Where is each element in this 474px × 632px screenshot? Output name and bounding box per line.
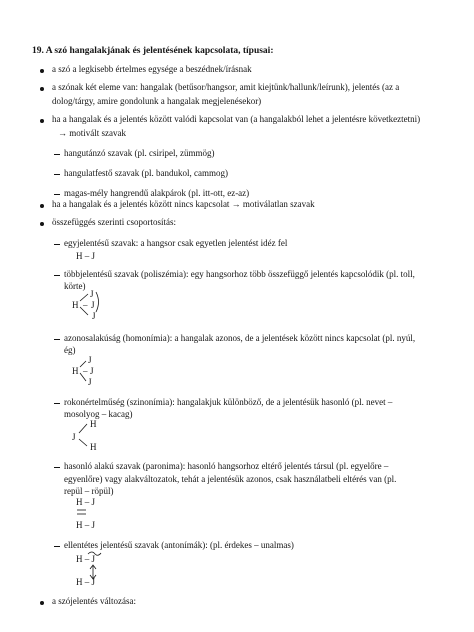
diagram-link [79,439,87,446]
sub-dash [54,194,60,195]
group-homonymy-line2: ég) [64,345,76,355]
diagram-j-middle: J [90,366,94,376]
bullet-grouping: összefüggés szerinti csoportosítás: [52,217,176,227]
bullet-word-definition: a szó a legkisebb értelmes egysége a beszédnek/írásnak [52,64,252,74]
synonymy-diagram [70,418,110,452]
sub-dash [54,275,60,276]
polysemy-diagram [70,288,110,322]
sub-dash [54,467,60,468]
group-polysemy-line1: többjelentésű szavak (poliszémia): egy hangsorhoz több összefüggő jelentés kapcsolódik (pl. toll, [64,269,415,279]
paronym-diagram-bottom: H – J [76,520,96,530]
sub-dash [54,339,60,340]
diagram-j-middle: J [91,300,95,310]
sub-dash [54,174,60,175]
sub-item-mood-painting: hangulatfestő szavak (pl. bandukol, cammog) [64,168,228,178]
group-paronym-line1: hasonló alakú szavak (paronima): hasonló hangsorhoz eltérő jelentés társul (pl. egyelőre – [64,461,389,471]
homonymy-diagram [70,354,110,388]
diagram-j-bottom: J [88,377,92,387]
antonym-diagram-top: H – J [76,554,96,564]
sub-item-onomatopoeia: hangutánzó szavak (pl. csiripel, zümmög) [64,148,215,158]
group-monosemy-label: egyjelentésű szavak: a hangsor csak egyetlen jelentést idéz fel [64,238,288,248]
group-homonymy-line1: azonosalakúság (homonímia): a hangalak azonos, de a jelentések között nincs kapcsolat (pl. nyúl, [64,333,416,343]
bullet-dot [40,222,44,226]
monosemy-diagram: H – J [76,251,96,261]
bullet-dot [40,87,44,91]
bullet-motivated-line1: ha a hangalak és a jelentés között valódi kapcsolat van (a hangalakból lehet a jelentésre következtetni) [52,114,421,124]
group-antonym-label: ellentétes jelentésű szavak (antonímák): (pl. érdekes – unalmas) [64,540,294,550]
antonym-diagram-bottom: H – J [76,577,96,587]
bullet-unmotivated: ha a hangalak és a jelentés között nincs kapcsolat → motiválatlan szavak [52,199,315,209]
diagram-j-bottom: J [92,311,96,321]
bullet-dot [40,601,44,605]
diagram-dash: – [83,366,88,376]
diagram-j-top: J [90,289,94,299]
diagram-j-top: J [88,355,92,365]
group-paronym-line2: egyenlőre) vagy alakváltozatok, tehát a jelentésük azonos, csak használatbeli eltérés van (pl. [64,474,397,484]
group-paronym-line3: repül – röpül) [64,486,114,496]
sub-item-vowel-pairs: magas-mély hangrendű alakpárok (pl. itt-ott, ez-az) [64,188,250,198]
bullet-word-elements-line1: a szónak két eleme van: hangalak (betűsor/hangsor, amit kiejtünk/hallunk/leírunk), jelentés (az a [52,82,400,92]
bullet-meaning-change: a szójelentés változása: [52,596,136,606]
bullet-motivated-line2: → motivált szavak [58,128,126,138]
bullet-dot [40,69,44,73]
bullet-word-elements-line2: dolog/tárgy, amire gondolunk a hangalak megjelenésekor) [52,96,262,106]
diagram-h-bottom: H [90,442,97,452]
bullet-dot [40,119,44,123]
page-title: 19. A szó hangalakjának és jelentésének kapcsolata, típusai: [32,46,274,56]
sub-dash [54,244,60,245]
paronym-diagram-lines [76,508,96,518]
sub-dash [54,403,60,404]
group-synonymy-line1: rokonértelműség (szinonímia): hangalakjuk különböző, de a jelentésük hasonló (pl. nevet – [64,397,393,407]
diagram-dash: – [83,300,88,310]
sub-dash [54,154,60,155]
group-synonymy-line2: mosolyog – kacag) [64,409,133,419]
bullet-dot [40,204,44,208]
sub-dash [54,546,60,547]
diagram-j: J [72,432,76,442]
diagram-brace [96,292,99,312]
diagram-link [79,424,87,433]
diagram-h: H [72,300,79,310]
paronym-diagram-top: H – J [76,497,96,507]
diagram-h-top: H [90,419,97,429]
group-polysemy-line2: körte) [64,281,86,291]
diagram-h: H [72,366,79,376]
